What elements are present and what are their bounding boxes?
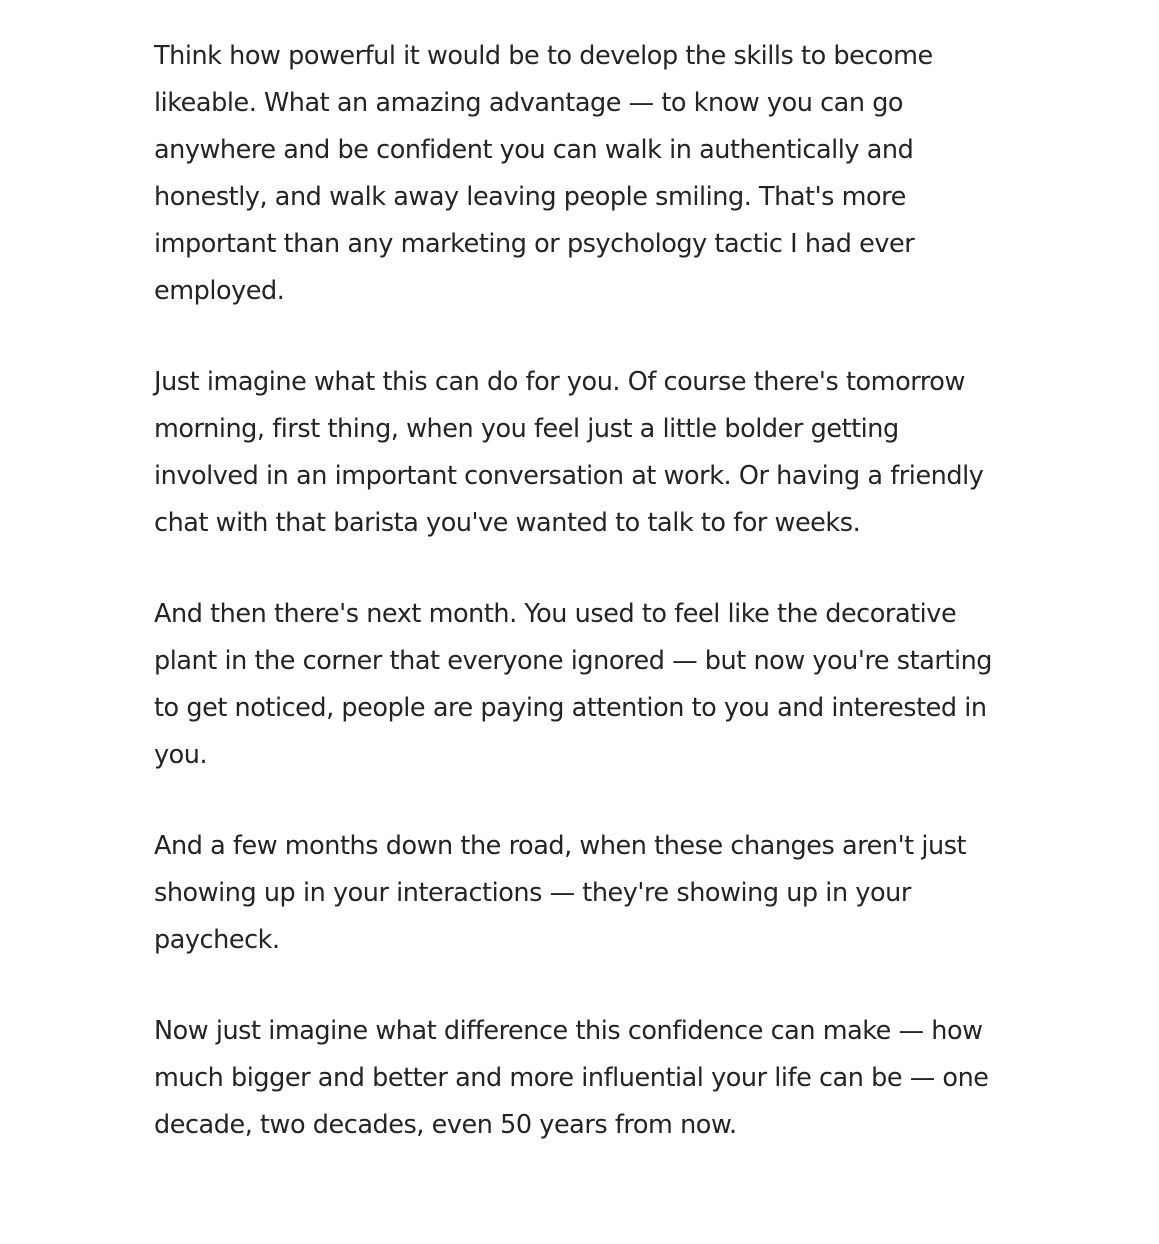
paragraph-next-month: And then there's next month. You used to feel like the decorative plant in the corner that everyone ignored — but now you're starting to get noticed, people are paying attention to you and interested in you. [154,599,993,770]
paragraph-likeable-skills: Think how powerful it would be to develop the skills to become likeable. What an amazing advantage — to know you can go anywhere and be confident you can walk in authentically and honestly, and walk away leaving people smiling. That's more important than any marketing or psychology tactic I had ever employed. [154,41,933,306]
paragraph-decades: Now just imagine what difference this confidence can make — how much bigger and better and more influential your life can be — one decade, two decades, even 50 years from now. [154,1016,989,1140]
paragraph-few-months: And a few months down the road, when these changes aren't just showing up in your interactions — they're showing up in your paycheck. [154,831,967,955]
paragraph-imagine-tomorrow: Just imagine what this can do for you. Of course there's tomorrow morning, first thing, when you feel just a little bolder getting involved in an important conversation at work. Or having a friendly chat with that barista you've wanted to talk to for weeks. [154,367,984,538]
article-body [154,33,994,1193]
